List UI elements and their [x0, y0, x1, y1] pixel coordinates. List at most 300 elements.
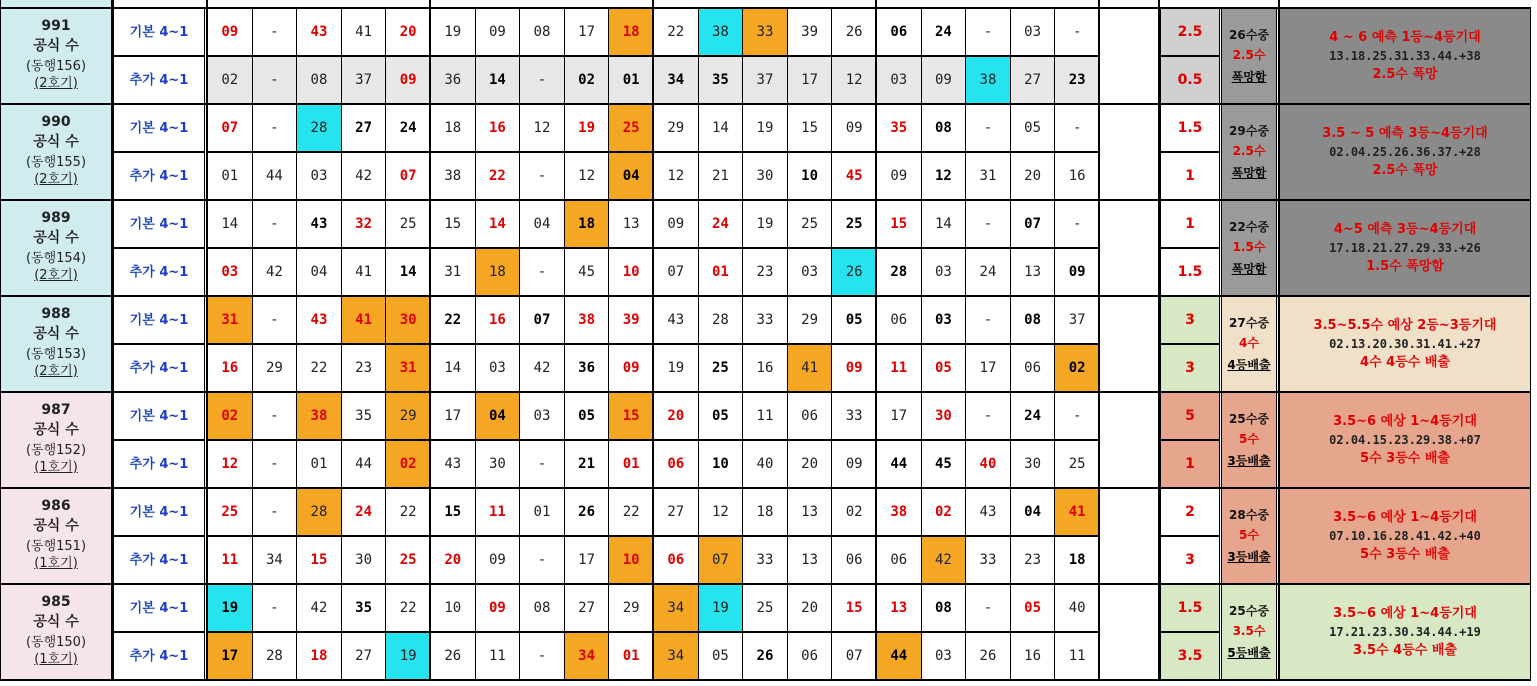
number-cell: 33	[742, 536, 788, 584]
score-base: 2.5	[1160, 8, 1220, 56]
number-cell: 03	[787, 248, 833, 296]
number-cell: 25	[385, 200, 431, 248]
number-cell: 22	[653, 8, 699, 56]
number-cell: 06	[653, 536, 699, 584]
score-extra: 1.5	[1160, 248, 1220, 296]
round-machine: (2호기)	[34, 171, 78, 187]
number-cell: 27	[1010, 56, 1056, 104]
round-label	[0, 8, 112, 104]
number-cell: 22	[385, 488, 431, 536]
round-machine: (1호기)	[34, 555, 78, 571]
summary-hits: 1.5수	[1232, 240, 1266, 254]
prediction-range: 3.5~5.5수 예상 2등~3등기대	[1313, 318, 1497, 333]
number-cell: 24	[341, 488, 387, 536]
number-cell: 19	[564, 104, 610, 152]
number-cell: 20	[430, 536, 476, 584]
summary-count: 25수중	[1229, 604, 1269, 618]
number-cell: 16	[475, 104, 521, 152]
column-separator	[1158, 0, 1160, 680]
prediction-result: 5수 3등수 배출	[1360, 451, 1450, 466]
number-cell: 44	[252, 152, 298, 200]
number-cell: 09	[475, 536, 521, 584]
number-cell: 18	[475, 248, 521, 296]
block-separator	[0, 103, 1531, 105]
number-cell: 09	[1054, 248, 1100, 296]
summary-count: 25수중	[1229, 412, 1269, 426]
block-separator	[0, 487, 1531, 489]
number-cell: 27	[564, 584, 610, 632]
row-type-extra: 추가 4~1	[113, 248, 205, 296]
number-cell: 06	[787, 392, 833, 440]
round-number: 987	[41, 401, 71, 418]
number-cell: 33	[742, 8, 788, 56]
prediction-range: 3.5 ~ 5 예측 3등~4등기대	[1322, 126, 1488, 141]
number-cell: 06	[876, 296, 922, 344]
summary-cell	[1221, 488, 1277, 584]
summary-cell	[1221, 200, 1277, 296]
number-cell: 03	[296, 152, 342, 200]
prediction-numbers: 02.13.20.30.31.41.+27	[1329, 337, 1481, 351]
number-cell: 16	[742, 344, 788, 392]
round-group: (동행156)	[25, 58, 87, 74]
prediction-numbers: 17.21.23.30.34.44.+19	[1329, 625, 1481, 639]
number-cell: 26	[742, 632, 788, 680]
number-cell: 20	[787, 440, 833, 488]
number-cell: 26	[831, 248, 877, 296]
round-group: (동행154)	[25, 250, 87, 266]
number-cell: 02	[207, 56, 253, 104]
number-cell: 02	[564, 56, 610, 104]
prediction-range: 4~5 예측 3등~4등기대	[1333, 222, 1477, 237]
number-cell: 30	[385, 296, 431, 344]
number-cell: 20	[1010, 152, 1056, 200]
summary-hits: 2.5수	[1232, 144, 1266, 158]
number-cell: 22	[430, 296, 476, 344]
number-cell: 17	[965, 344, 1011, 392]
prediction-range: 4 ~ 6 예측 1등~4등기대	[1329, 30, 1481, 45]
number-cell: 23	[742, 248, 788, 296]
number-cell: 29	[608, 584, 654, 632]
summary-result: 5등배출	[1227, 646, 1271, 660]
column-separator	[112, 0, 114, 680]
number-cell: 25	[831, 200, 877, 248]
summary-count: 26수중	[1229, 28, 1269, 42]
number-cell: 07	[831, 632, 877, 680]
number-cell: 43	[296, 296, 342, 344]
number-cell: 42	[252, 248, 298, 296]
number-cell: 34	[653, 56, 699, 104]
number-cell: 38	[430, 152, 476, 200]
number-cell: 01	[519, 488, 565, 536]
number-cell: 26	[430, 632, 476, 680]
row-type-extra: 추가 4~1	[113, 152, 205, 200]
row-type-base: 기본 4~1	[113, 296, 205, 344]
round-title: 공식 수	[33, 229, 79, 246]
summary-cell	[1221, 296, 1277, 392]
number-cell: 26	[564, 488, 610, 536]
score-extra: 3	[1160, 536, 1220, 584]
number-cell: 29	[787, 296, 833, 344]
number-cell: 13	[1010, 248, 1056, 296]
number-cell: 43	[653, 296, 699, 344]
number-cell: 03	[921, 632, 967, 680]
score-extra: 3.5	[1160, 632, 1220, 680]
number-cell: 08	[1010, 296, 1056, 344]
number-cell: 11	[742, 392, 788, 440]
block-separator	[0, 391, 1531, 393]
summary-count: 29수중	[1229, 124, 1269, 138]
number-cell: 42	[296, 584, 342, 632]
round-machine: (2호기)	[34, 267, 78, 283]
number-cell: 14	[698, 104, 744, 152]
number-cell: 12	[831, 56, 877, 104]
prediction-numbers: 13.18.25.31.33.44.+38	[1329, 49, 1481, 63]
number-cell: 15	[430, 200, 476, 248]
number-cell: 26	[831, 8, 877, 56]
block-separator	[0, 7, 1531, 9]
number-cell: 15	[430, 488, 476, 536]
number-cell: 20	[653, 392, 699, 440]
number-cell: 09	[653, 200, 699, 248]
number-cell: 23	[341, 344, 387, 392]
round-label	[0, 584, 112, 680]
number-cell: 03	[207, 248, 253, 296]
number-cell: 01	[207, 152, 253, 200]
summary-hits: 4수	[1239, 336, 1259, 350]
row-type-base: 기본 4~1	[113, 488, 205, 536]
number-cell: 10	[787, 152, 833, 200]
column-separator	[1098, 0, 1100, 680]
number-cell: 18	[296, 632, 342, 680]
row-type-base: 기본 4~1	[113, 392, 205, 440]
round-title: 공식 수	[33, 421, 79, 438]
summary-cell	[1221, 392, 1277, 488]
number-cell: 38	[698, 8, 744, 56]
number-cell: 12	[653, 152, 699, 200]
summary-cell	[1221, 104, 1277, 200]
number-cell: 24	[385, 104, 431, 152]
number-cell: 40	[1054, 584, 1100, 632]
row-type-base: 기본 4~1	[113, 200, 205, 248]
number-cell: 21	[564, 440, 610, 488]
number-cell: 08	[519, 584, 565, 632]
number-cell: 01	[698, 248, 744, 296]
number-cell: 41	[341, 296, 387, 344]
summary-count: 28수중	[1229, 508, 1269, 522]
block-separator	[0, 199, 1531, 201]
score-base: 1.5	[1160, 584, 1220, 632]
summary-hits: 5수	[1239, 432, 1259, 446]
number-cell: 09	[475, 8, 521, 56]
number-cell: 43	[430, 440, 476, 488]
number-cell: 17	[564, 536, 610, 584]
number-cell: 31	[385, 344, 431, 392]
number-cell: 30	[475, 440, 521, 488]
number-cell: 28	[296, 104, 342, 152]
round-title: 공식 수	[33, 37, 79, 54]
prediction-result: 5수 3등수 배출	[1360, 547, 1450, 562]
round-label	[0, 392, 112, 488]
number-cell: 19	[698, 584, 744, 632]
number-cell: 16	[475, 296, 521, 344]
number-cell: 07	[207, 104, 253, 152]
number-cell: 17	[430, 392, 476, 440]
row-type-base: 기본 4~1	[113, 584, 205, 632]
number-cell: 36	[564, 344, 610, 392]
number-cell: 05	[1010, 584, 1056, 632]
number-cell: 19	[742, 200, 788, 248]
number-cell: 17	[876, 392, 922, 440]
number-cell: 18	[1054, 536, 1100, 584]
number-cell: 03	[519, 392, 565, 440]
number-cell: 37	[742, 56, 788, 104]
number-cell: 38	[296, 392, 342, 440]
round-label	[0, 104, 112, 200]
prediction-result: 2.5수 폭망	[1372, 163, 1438, 178]
number-cell: 22	[385, 584, 431, 632]
number-cell: 23	[1010, 536, 1056, 584]
number-cell: 19	[207, 584, 253, 632]
number-cell: 04	[608, 152, 654, 200]
number-cell: 18	[742, 488, 788, 536]
number-cell: 04	[519, 200, 565, 248]
number-cell: 26	[965, 632, 1011, 680]
prediction-result: 3.5수 4등수 배출	[1353, 643, 1457, 658]
number-cell: 08	[921, 104, 967, 152]
number-cell: 29	[653, 104, 699, 152]
prediction-numbers: 07.10.16.28.41.42.+40	[1329, 529, 1481, 543]
number-cell: 41	[787, 344, 833, 392]
number-cell: 45	[831, 152, 877, 200]
number-cell: 41	[1054, 488, 1100, 536]
number-cell: 15	[876, 200, 922, 248]
number-cell: 22	[475, 152, 521, 200]
number-cell: 43	[296, 8, 342, 56]
number-cell: 41	[341, 248, 387, 296]
number-cell: 27	[341, 104, 387, 152]
number-cell: 10	[608, 248, 654, 296]
number-cell: 04	[296, 248, 342, 296]
round-number: 990	[41, 113, 71, 130]
number-cell: -	[965, 104, 1011, 152]
number-cell: 11	[207, 536, 253, 584]
number-cell: 09	[831, 440, 877, 488]
number-cell: 16	[207, 344, 253, 392]
number-cell: 18	[608, 8, 654, 56]
column-separator	[652, 0, 654, 680]
number-cell: 17	[564, 8, 610, 56]
number-cell: 07	[653, 248, 699, 296]
number-cell: 05	[698, 632, 744, 680]
number-cell: -	[252, 296, 298, 344]
number-cell: 28	[296, 488, 342, 536]
number-cell: -	[1054, 104, 1100, 152]
number-cell: 28	[876, 248, 922, 296]
number-cell: 02	[921, 488, 967, 536]
number-cell: 37	[341, 56, 387, 104]
number-cell: 19	[653, 344, 699, 392]
number-cell: -	[965, 296, 1011, 344]
number-cell: 14	[921, 200, 967, 248]
score-extra: 1	[1160, 152, 1220, 200]
number-cell: 19	[430, 8, 476, 56]
number-cell: -	[1054, 200, 1100, 248]
round-number: 991	[41, 17, 71, 34]
row-type-base: 기본 4~1	[113, 8, 205, 56]
number-cell: 31	[965, 152, 1011, 200]
number-cell: 03	[1010, 8, 1056, 56]
number-cell: 20	[787, 584, 833, 632]
number-cell: 11	[1054, 632, 1100, 680]
number-cell: 05	[564, 392, 610, 440]
prediction-cell	[1279, 296, 1531, 392]
number-cell: 28	[252, 632, 298, 680]
prediction-cell	[1279, 392, 1531, 488]
number-cell: 35	[698, 56, 744, 104]
number-cell: 35	[341, 392, 387, 440]
number-cell: 17	[207, 632, 253, 680]
number-cell: 14	[475, 200, 521, 248]
number-cell: 08	[921, 584, 967, 632]
prediction-range: 3.5~6 예상 1~4등기대	[1333, 414, 1477, 429]
number-cell: 24	[1010, 392, 1056, 440]
prediction-result: 2.5수 폭망	[1372, 67, 1438, 82]
number-cell: 17	[787, 56, 833, 104]
number-cell: 23	[1054, 56, 1100, 104]
number-cell: 25	[385, 536, 431, 584]
score-base: 1.5	[1160, 104, 1220, 152]
number-cell: 06	[1010, 344, 1056, 392]
number-cell: 40	[965, 440, 1011, 488]
number-cell: 38	[965, 56, 1011, 104]
number-cell: 22	[296, 344, 342, 392]
prediction-cell	[1279, 8, 1531, 104]
number-cell: 02	[831, 488, 877, 536]
summary-count: 22수중	[1229, 220, 1269, 234]
row-type-extra: 추가 4~1	[113, 56, 205, 104]
prediction-range: 3.5~6 예상 1~4등기대	[1333, 606, 1477, 621]
summary-cell	[1221, 8, 1277, 104]
number-cell: -	[519, 440, 565, 488]
prediction-cell	[1279, 104, 1531, 200]
number-cell: 25	[698, 344, 744, 392]
number-cell: 01	[608, 440, 654, 488]
number-cell: 31	[430, 248, 476, 296]
number-cell: 24	[698, 200, 744, 248]
number-cell: 31	[207, 296, 253, 344]
prediction-result: 4수 4등수 배출	[1360, 355, 1450, 370]
prediction-numbers: 02.04.25.26.36.37.+28	[1329, 145, 1481, 159]
number-cell: 27	[653, 488, 699, 536]
prediction-cell	[1279, 584, 1531, 680]
score-extra: 0.5	[1160, 56, 1220, 104]
score-extra: 1	[1160, 440, 1220, 488]
number-cell: -	[252, 440, 298, 488]
number-cell: 03	[921, 248, 967, 296]
round-group: (동행155)	[25, 154, 87, 170]
number-cell: 05	[921, 344, 967, 392]
number-cell: 43	[296, 200, 342, 248]
number-cell: -	[519, 56, 565, 104]
summary-cell	[1221, 584, 1277, 680]
number-cell: 03	[876, 56, 922, 104]
round-title: 공식 수	[33, 133, 79, 150]
number-cell: 30	[1010, 440, 1056, 488]
number-cell: 09	[876, 152, 922, 200]
round-number: 989	[41, 209, 71, 226]
number-cell: -	[252, 104, 298, 152]
round-group: (동행150)	[25, 634, 87, 650]
round-machine: (2호기)	[34, 363, 78, 379]
number-cell: 22	[608, 488, 654, 536]
summary-count: 27수중	[1229, 316, 1269, 330]
number-cell: 09	[608, 344, 654, 392]
number-cell: 42	[921, 536, 967, 584]
number-cell: 37	[1054, 296, 1100, 344]
summary-result: 3등배출	[1227, 550, 1271, 564]
number-cell: 32	[341, 200, 387, 248]
number-cell: 03	[921, 296, 967, 344]
number-cell: 43	[965, 488, 1011, 536]
number-cell: -	[519, 248, 565, 296]
number-cell: -	[519, 632, 565, 680]
number-cell: 10	[698, 440, 744, 488]
number-cell: 12	[921, 152, 967, 200]
number-cell: -	[252, 56, 298, 104]
number-cell: -	[252, 392, 298, 440]
number-cell: -	[252, 584, 298, 632]
number-cell: 15	[608, 392, 654, 440]
number-cell: 29	[385, 392, 431, 440]
prediction-numbers: 17.18.21.27.29.33.+26	[1329, 241, 1481, 255]
number-cell: 06	[876, 536, 922, 584]
number-cell: 45	[564, 248, 610, 296]
number-cell: 25	[608, 104, 654, 152]
number-cell: 30	[341, 536, 387, 584]
prediction-result: 1.5수 폭망함	[1366, 259, 1444, 274]
number-cell: 11	[475, 488, 521, 536]
number-cell: 41	[341, 8, 387, 56]
column-separator	[429, 0, 431, 680]
number-cell: 12	[698, 488, 744, 536]
number-cell: 24	[921, 8, 967, 56]
number-cell: 14	[207, 200, 253, 248]
number-cell: 24	[965, 248, 1011, 296]
summary-result: 폭망함	[1231, 70, 1267, 84]
summary-hits: 2.5수	[1232, 48, 1266, 62]
number-cell: 09	[921, 56, 967, 104]
number-cell: 34	[653, 632, 699, 680]
score-base: 2	[1160, 488, 1220, 536]
number-cell: 35	[341, 584, 387, 632]
row-type-extra: 추가 4~1	[113, 536, 205, 584]
round-label	[0, 488, 112, 584]
number-cell: 09	[385, 56, 431, 104]
number-cell: 44	[341, 440, 387, 488]
number-cell: -	[519, 152, 565, 200]
number-cell: 04	[475, 392, 521, 440]
number-cell: 10	[430, 584, 476, 632]
round-label	[0, 200, 112, 296]
number-cell: 14	[475, 56, 521, 104]
prediction-cell	[1279, 488, 1531, 584]
number-cell: 27	[341, 632, 387, 680]
number-cell: -	[252, 8, 298, 56]
number-cell: 15	[831, 584, 877, 632]
number-cell: 34	[653, 584, 699, 632]
number-cell: 07	[698, 536, 744, 584]
number-cell: 34	[564, 632, 610, 680]
